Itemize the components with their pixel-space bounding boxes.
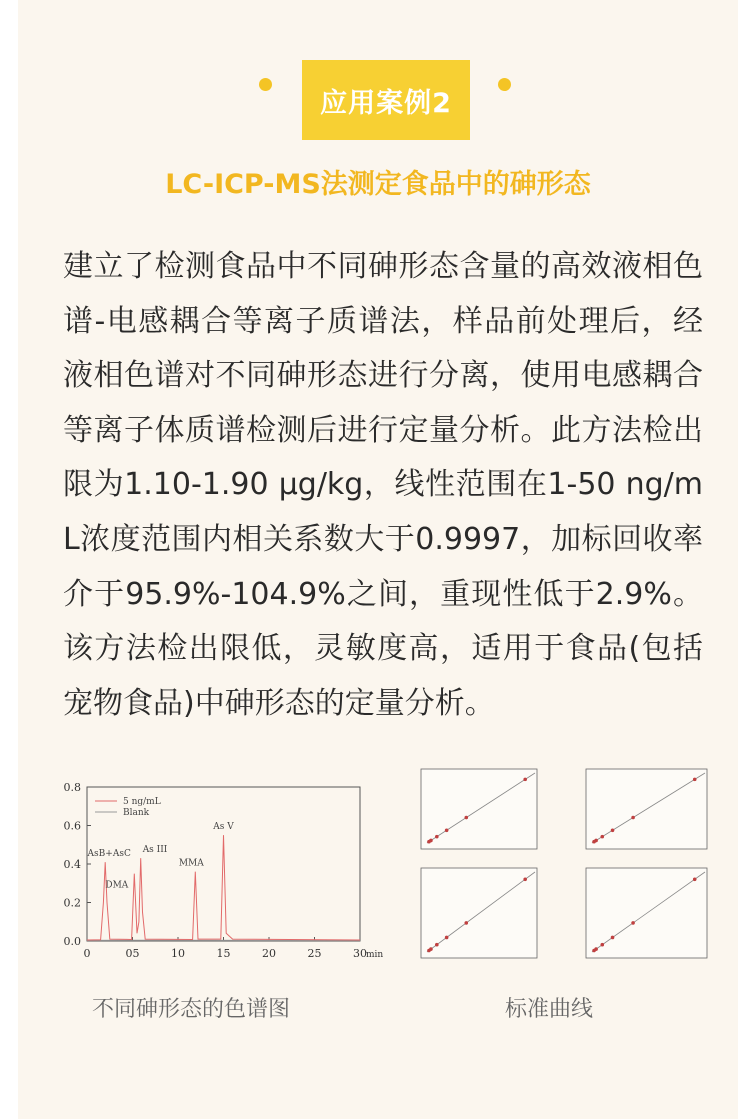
data-point — [594, 947, 598, 951]
x-tick-label: 25 — [307, 947, 322, 960]
data-point — [445, 828, 449, 832]
data-point — [435, 835, 439, 839]
y-tick-label: 0.2 — [63, 896, 81, 910]
x-tick-label: 30 — [353, 947, 367, 960]
case-badge: 应用案例2 — [302, 60, 470, 140]
data-point — [611, 828, 615, 832]
calibration-curve-chart-3 — [405, 862, 545, 972]
body-paragraph: 建立了检测食品中不同砷形态含量的高效液相色谱-电感耦合等离子质谱法，样品前处理后，经液相色谱对不同砷形态进行分离，使用电感耦合等离子体质谱检测后进行定量分析。此方法检出限为1.10-1.90 μg/kg，线性范围在1-50 ng/mL浓度范围内相关系数大于0.9997，加标回收率介于95.9%-104.9%之间，重现性低于2.9%。该方法检出限低，灵敏度高，适用于食品(包括宠物食品)中砷形态的定量分析。 — [63, 249, 703, 721]
data-point — [631, 816, 635, 820]
x-tick-label: 05 — [125, 947, 140, 960]
section-header — [0, 60, 756, 140]
y-tick-label: 0.0 — [63, 935, 81, 948]
data-point — [693, 877, 697, 881]
y-tick-label: 0.4 — [63, 858, 81, 871]
data-point — [600, 835, 604, 839]
peak-label: AsB+AsC — [87, 849, 131, 860]
data-point — [600, 943, 604, 947]
legend-label: Blank — [123, 808, 150, 818]
y-tick-label: 0.8 — [63, 781, 81, 794]
x-tick-label: 0 — [83, 947, 91, 960]
calibration-curve-chart-2 — [570, 763, 715, 863]
x-tick-label: 10 — [171, 947, 185, 960]
peak-label: MMA — [178, 858, 204, 869]
peak-label: As V — [213, 822, 234, 833]
decorative-dot-icon — [498, 78, 511, 91]
data-point — [435, 943, 439, 947]
data-point — [523, 877, 527, 881]
y-tick-label: 0.6 — [63, 819, 81, 833]
data-point — [429, 947, 433, 951]
data-point — [523, 778, 527, 782]
data-point — [594, 839, 598, 843]
data-point — [693, 778, 697, 782]
x-tick-label: 15 — [216, 947, 231, 960]
calibration-curve-chart-1 — [405, 763, 545, 863]
chromatogram-chart — [50, 775, 390, 980]
data-point — [464, 921, 468, 925]
decorative-dot-icon — [259, 78, 272, 91]
data-point — [631, 921, 635, 925]
data-point — [429, 839, 433, 843]
data-point — [464, 816, 468, 820]
peak-label: DMA — [105, 880, 129, 891]
peak-label: As III — [142, 845, 168, 856]
x-axis-unit: min — [366, 950, 384, 960]
calibration-curve-chart-4 — [570, 862, 715, 972]
calibration-caption: 标准曲线 — [505, 997, 594, 1022]
section-subtitle: LC-ICP-MS法测定食品中的砷形态 — [165, 169, 591, 200]
legend-label: 5 ng/mL — [123, 797, 161, 807]
data-point — [611, 936, 615, 940]
data-point — [445, 936, 449, 940]
chromatogram-caption: 不同砷形态的色谱图 — [92, 997, 291, 1022]
x-tick-label: 20 — [262, 947, 276, 960]
